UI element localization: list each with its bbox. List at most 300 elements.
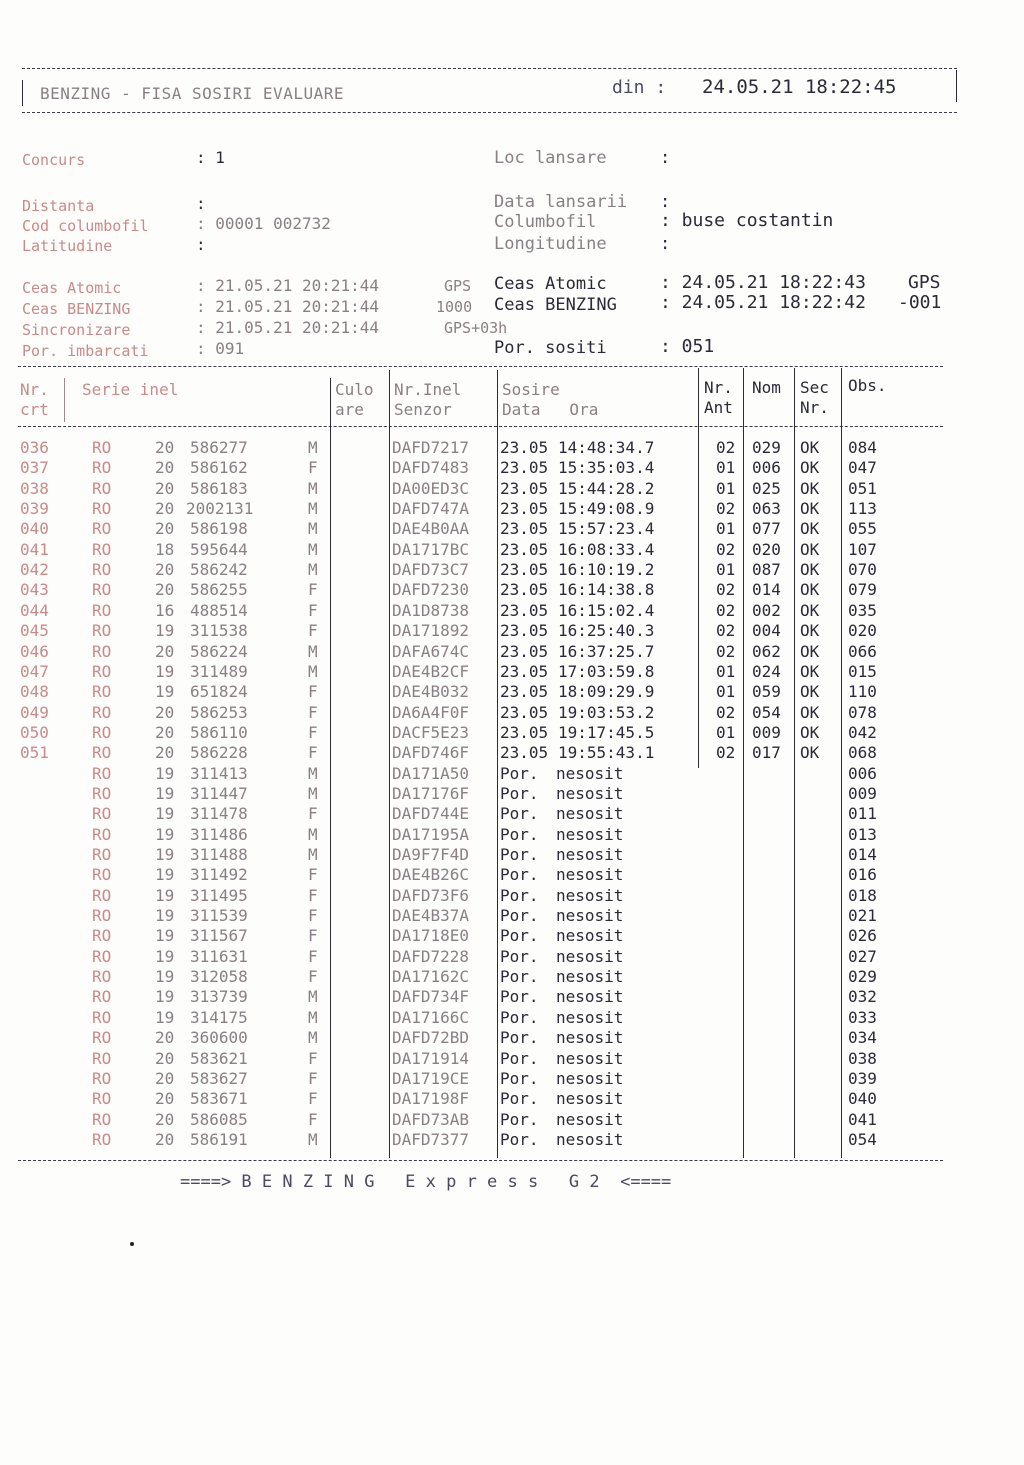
cell-nr: 311495	[190, 885, 248, 905]
cell-data: Por.	[500, 1048, 539, 1068]
cell-crt: 046	[20, 641, 49, 661]
cell-nr: 586228	[190, 743, 248, 763]
cell-obs: 110	[848, 682, 877, 702]
cell-senzor: DAFD7483	[392, 458, 470, 478]
cell-tara: RO	[92, 906, 112, 926]
cell-data: Por.	[500, 1028, 539, 1048]
cell-tara: RO	[92, 987, 112, 1007]
cell-ora: 14:48:34.7	[558, 438, 655, 457]
cell-an: 20	[155, 1109, 175, 1129]
cell-an: 20	[155, 580, 175, 600]
cell-senzor: DA17195A	[392, 824, 470, 844]
longitudine-value: :	[660, 234, 671, 254]
cell-obs: 078	[848, 702, 877, 722]
cell-ora: nesosit	[556, 1068, 624, 1088]
cell-crt: 040	[20, 519, 49, 539]
cell-crt: 048	[20, 682, 49, 702]
cell-an: 20	[155, 438, 175, 457]
cell-an: 19	[155, 763, 175, 783]
cell-ora: nesosit	[556, 1028, 624, 1048]
cell-sec: OK	[800, 682, 820, 702]
concurs-label: Concurs	[22, 151, 86, 169]
cell-data: 23.05	[500, 499, 549, 519]
ceas-atomic-value: : 21.05.21 20:21:44	[196, 276, 380, 295]
cell-nom: 020	[752, 539, 781, 559]
cell-ora: 16:10:19.2	[558, 560, 655, 580]
cell-an: 20	[155, 641, 175, 661]
cell-senzor: DA6A4F0F	[392, 702, 470, 722]
cell-nr: 360600	[190, 1028, 248, 1048]
latitudine-label: Latitudine	[22, 237, 113, 255]
cell-crt: 049	[20, 702, 49, 722]
cell-senzor: DAFD73F6	[392, 885, 470, 905]
cell-data: Por.	[500, 1109, 539, 1129]
cell-ora: 16:37:25.7	[558, 641, 655, 661]
cell-nr: 586255	[190, 580, 248, 600]
cell-senzor: DAFD7217	[392, 438, 470, 457]
cell-an: 20	[155, 1129, 175, 1149]
gps-03h: GPS+03h	[444, 319, 508, 337]
cell-ora: 16:25:40.3	[558, 621, 655, 641]
code-1000: 1000	[436, 298, 473, 316]
cell-an: 19	[155, 987, 175, 1007]
cell-senzor: DA00ED3C	[392, 478, 470, 498]
cell-sex: F	[308, 885, 318, 905]
cell-senzor: DAFD72BD	[392, 1028, 470, 1048]
cell-sex: F	[308, 804, 318, 824]
cell-obs: 107	[848, 539, 877, 559]
cell-ora: 19:03:53.2	[558, 702, 655, 722]
columbofil-value: : buse costantin	[660, 210, 834, 231]
cell-data: Por.	[500, 783, 539, 803]
ceas-atomic2-value: : 24.05.21 18:22:43	[660, 272, 866, 293]
cell-obs: 029	[848, 967, 877, 987]
table-row	[0, 906, 1024, 926]
cell-an: 19	[155, 865, 175, 885]
cell-nom: 077	[752, 519, 781, 539]
table-row	[0, 825, 1024, 845]
table-row	[0, 987, 1024, 1007]
cell-obs: 039	[848, 1068, 877, 1088]
cell-sex: F	[308, 1089, 318, 1109]
cell-obs: 051	[848, 478, 877, 498]
cell-obs: 079	[848, 580, 877, 600]
cell-nr: 586085	[190, 1109, 248, 1129]
cell-sec: OK	[800, 661, 820, 681]
cell-ora: 16:15:02.4	[558, 600, 655, 620]
cell-crt: 041	[20, 539, 49, 559]
ceas-benzing2-label: Ceas BENZING	[494, 295, 617, 315]
table-row	[0, 1008, 1024, 1028]
cell-crt: 039	[20, 499, 49, 519]
cell-sec: OK	[800, 600, 820, 620]
cell-ora: nesosit	[556, 967, 624, 987]
loc-lansare-value: :	[660, 148, 671, 168]
cell-crt: 050	[20, 722, 49, 742]
cell-an: 20	[155, 1048, 175, 1068]
cell-ant: 01	[716, 560, 736, 580]
cell-crt: 043	[20, 580, 49, 600]
cell-sec: OK	[800, 560, 820, 580]
cell-an: 19	[155, 946, 175, 966]
cell-data: 23.05	[500, 458, 549, 478]
cell-obs: 026	[848, 926, 877, 946]
cell-ant: 01	[716, 682, 736, 702]
cell-sec: OK	[800, 519, 820, 539]
report-datetime: 24.05.21 18:22:45	[702, 76, 897, 98]
cell-ant: 02	[716, 641, 736, 661]
cell-ora: nesosit	[556, 1048, 624, 1068]
cell-data: 23.05	[500, 682, 549, 702]
cell-nom: 024	[752, 661, 781, 681]
hdr-sec-nr-1: Sec	[800, 378, 829, 397]
cell-nr: 311478	[190, 804, 248, 824]
cell-nr: 586191	[190, 1129, 248, 1149]
cell-sec: OK	[800, 621, 820, 641]
cell-sec: OK	[800, 458, 820, 478]
columbofil-label: Columbofil	[494, 212, 597, 232]
cell-tara: RO	[92, 946, 112, 966]
cell-tara: RO	[92, 845, 112, 864]
cell-data: Por.	[500, 865, 539, 885]
cell-tara: RO	[92, 743, 112, 763]
cell-an: 19	[155, 804, 175, 824]
title-right-border	[956, 70, 957, 102]
cell-sex: F	[308, 743, 318, 763]
cell-data: 23.05	[500, 560, 549, 580]
cell-sex: M	[308, 824, 318, 844]
cell-nr: 586110	[190, 722, 248, 742]
cell-senzor: DA1719CE	[392, 1068, 470, 1088]
cell-sex: M	[308, 478, 318, 498]
cell-data: Por.	[500, 824, 539, 844]
cell-obs: 068	[848, 743, 877, 763]
cell-data: Por.	[500, 967, 539, 987]
cell-ant: 01	[716, 478, 736, 498]
cell-nr: 311447	[190, 783, 248, 803]
cell-nom: 017	[752, 743, 781, 763]
cell-nom: 087	[752, 560, 781, 580]
cell-sec: OK	[800, 499, 820, 519]
cell-data: 23.05	[500, 702, 549, 722]
hdr-nr-crt-1: Nr.	[20, 380, 49, 399]
cell-obs: 027	[848, 946, 877, 966]
cell-sec: OK	[800, 743, 820, 763]
cell-ant: 02	[716, 580, 736, 600]
table-row	[0, 703, 1024, 723]
data-lansarii-value: :	[660, 192, 671, 212]
stray-dot	[130, 1242, 134, 1246]
cell-nr: 583671	[190, 1089, 248, 1109]
cell-data: Por.	[500, 804, 539, 824]
cell-ora: nesosit	[556, 865, 624, 885]
cell-nr: 595644	[190, 539, 248, 559]
cell-senzor: DAFD73C7	[392, 560, 470, 580]
cod-columbofil-value: : 00001 002732	[196, 214, 331, 233]
cell-obs: 066	[848, 641, 877, 661]
cell-tara: RO	[92, 1007, 112, 1027]
cell-tara: RO	[92, 438, 112, 457]
cell-nr: 311567	[190, 926, 248, 946]
cell-sex: M	[308, 1129, 318, 1149]
cell-nr: 586183	[190, 478, 248, 498]
cell-ora: nesosit	[556, 824, 624, 844]
cell-obs: 013	[848, 824, 877, 844]
cell-nr: 586198	[190, 519, 248, 539]
cell-tara: RO	[92, 1068, 112, 1088]
cell-ora: nesosit	[556, 1109, 624, 1129]
cell-tara: RO	[92, 926, 112, 946]
cell-sex: M	[308, 1007, 318, 1027]
cell-crt: 051	[20, 743, 49, 763]
cell-nom: 009	[752, 722, 781, 742]
cell-obs: 035	[848, 600, 877, 620]
table-row	[0, 621, 1024, 641]
cell-tara: RO	[92, 661, 112, 681]
table-row	[0, 438, 1024, 458]
cell-an: 20	[155, 1028, 175, 1048]
cell-sex: M	[308, 499, 318, 519]
hdr-obs: Obs.	[848, 376, 887, 395]
cell-sex: M	[308, 845, 318, 864]
table-row	[0, 1028, 1024, 1048]
cell-data: 23.05	[500, 539, 549, 559]
cell-tara: RO	[92, 804, 112, 824]
table-row	[0, 1089, 1024, 1109]
cell-data: Por.	[500, 763, 539, 783]
cell-an: 20	[155, 702, 175, 722]
cell-ant: 02	[716, 621, 736, 641]
sincronizare-value: : 21.05.21 20:21:44	[196, 318, 380, 337]
cell-sex: M	[308, 783, 318, 803]
cell-obs: 006	[848, 763, 877, 783]
cell-ora: 15:49:08.9	[558, 499, 655, 519]
cell-nom: 002	[752, 600, 781, 620]
gps-tag: GPS	[908, 272, 941, 293]
cell-an: 20	[155, 1089, 175, 1109]
cell-sec: OK	[800, 702, 820, 722]
cell-sex: M	[308, 560, 318, 580]
cell-data: Por.	[500, 1068, 539, 1088]
cell-obs: 070	[848, 560, 877, 580]
cell-senzor: DA171A50	[392, 763, 470, 783]
cell-nr: 586277	[190, 438, 248, 457]
cell-data: 23.05	[500, 580, 549, 600]
cell-senzor: DACF5E23	[392, 722, 470, 742]
cell-obs: 084	[848, 438, 877, 457]
cell-obs: 011	[848, 804, 877, 824]
title-left-border	[22, 80, 23, 106]
cell-senzor: DAFD7230	[392, 580, 470, 600]
cell-sex: F	[308, 926, 318, 946]
cell-data: 23.05	[500, 722, 549, 742]
table-row	[0, 865, 1024, 885]
cell-sex: F	[308, 682, 318, 702]
cell-tara: RO	[92, 1028, 112, 1048]
cell-sec: OK	[800, 641, 820, 661]
cell-sex: M	[308, 641, 318, 661]
cell-sex: F	[308, 906, 318, 926]
cell-ant: 01	[716, 722, 736, 742]
cell-sec: OK	[800, 438, 820, 457]
cell-tara: RO	[92, 560, 112, 580]
cell-ora: 15:44:28.2	[558, 478, 655, 498]
table-row	[0, 947, 1024, 967]
por-sositi-value: : 051	[660, 336, 715, 357]
cell-tara: RO	[92, 539, 112, 559]
cell-ora: nesosit	[556, 1129, 624, 1149]
table-row	[0, 1049, 1024, 1069]
cell-ant: 02	[716, 702, 736, 722]
cell-sex: F	[308, 1048, 318, 1068]
cell-obs: 009	[848, 783, 877, 803]
table-row	[0, 601, 1024, 621]
longitudine-label: Longitudine	[494, 234, 607, 254]
table-row	[0, 499, 1024, 519]
cell-senzor: DA171892	[392, 621, 470, 641]
cell-nr: 311538	[190, 621, 248, 641]
cell-tara: RO	[92, 458, 112, 478]
cell-ora: nesosit	[556, 987, 624, 1007]
report-title: BENZING - FISA SOSIRI EVALUARE	[40, 84, 344, 103]
table-row	[0, 662, 1024, 682]
cell-an: 20	[155, 722, 175, 742]
cell-ora: 16:08:33.4	[558, 539, 655, 559]
cell-tara: RO	[92, 763, 112, 783]
cell-senzor: DAFD7377	[392, 1129, 470, 1149]
table-row	[0, 784, 1024, 804]
cell-senzor: DAE4B37A	[392, 906, 470, 926]
hdr-sosire-2: Data Ora	[502, 400, 599, 419]
cell-ora: nesosit	[556, 926, 624, 946]
cell-ora: nesosit	[556, 946, 624, 966]
ceas-benzing2-value: : 24.05.21 18:22:42	[660, 292, 866, 313]
table-row	[0, 580, 1024, 600]
cell-data: Por.	[500, 926, 539, 946]
cell-obs: 021	[848, 906, 877, 926]
cell-sex: F	[308, 967, 318, 987]
cell-crt: 037	[20, 458, 49, 478]
cell-ora: 18:09:29.9	[558, 682, 655, 702]
cell-ora: nesosit	[556, 804, 624, 824]
cell-sex: F	[308, 580, 318, 600]
cell-sec: OK	[800, 478, 820, 498]
cell-sex: F	[308, 621, 318, 641]
cell-ora: 16:14:38.8	[558, 580, 655, 600]
cell-crt: 045	[20, 621, 49, 641]
cell-nom: 006	[752, 458, 781, 478]
cell-tara: RO	[92, 641, 112, 661]
cell-obs: 015	[848, 661, 877, 681]
title-bottom-rule	[22, 112, 957, 113]
cell-nr: 311539	[190, 906, 248, 926]
cell-nr: 314175	[190, 1007, 248, 1027]
table-row	[0, 1130, 1024, 1150]
cell-senzor: DA17162C	[392, 967, 470, 987]
cell-ant: 02	[716, 539, 736, 559]
cell-data: 23.05	[500, 438, 549, 457]
cell-an: 19	[155, 661, 175, 681]
cell-ora: nesosit	[556, 1089, 624, 1109]
ceas-benzing-label: Ceas BENZING	[22, 300, 131, 318]
cell-senzor: DAFD73AB	[392, 1109, 470, 1129]
cell-nr: 488514	[190, 600, 248, 620]
cell-obs: 018	[848, 885, 877, 905]
cell-nr: 311486	[190, 824, 248, 844]
cell-sex: M	[308, 661, 318, 681]
hdr-nr-crt-2: crt	[20, 400, 49, 419]
cell-senzor: DAFD7228	[392, 946, 470, 966]
cell-tara: RO	[92, 702, 112, 722]
table-row	[0, 642, 1024, 662]
cell-ant: 01	[716, 661, 736, 681]
cell-sex: F	[308, 722, 318, 742]
ceas-atomic-label: Ceas Atomic	[22, 279, 122, 297]
table-row	[0, 743, 1024, 763]
hdr-culoare-1: Culo	[335, 380, 374, 399]
cell-nr: 583621	[190, 1048, 248, 1068]
cell-tara: RO	[92, 682, 112, 702]
table-bottom-rule	[18, 1160, 943, 1161]
distanta-label: Distanta	[22, 197, 95, 215]
cell-sex: M	[308, 438, 318, 457]
hdr-nr-ant-1: Nr.	[704, 378, 733, 397]
data-lansarii-label: Data lansarii	[494, 192, 628, 212]
table-row	[0, 723, 1024, 743]
cell-data: Por.	[500, 946, 539, 966]
cell-senzor: DAFD746F	[392, 743, 470, 763]
table-row	[0, 926, 1024, 946]
cell-data: 23.05	[500, 519, 549, 539]
table-top-rule	[18, 366, 943, 367]
cell-crt: 038	[20, 478, 49, 498]
cell-data: 23.05	[500, 621, 549, 641]
table-row	[0, 540, 1024, 560]
cell-ora: 15:35:03.4	[558, 458, 655, 478]
cell-nr: 312058	[190, 967, 248, 987]
cell-tara: RO	[92, 783, 112, 803]
cell-an: 20	[155, 519, 175, 539]
cell-sex: F	[308, 600, 318, 620]
hdr-serie-inel: Serie inel	[82, 380, 179, 399]
por-imbarcati-value: : 091	[196, 339, 245, 358]
cell-sex: F	[308, 865, 318, 885]
cell-sex: M	[308, 519, 318, 539]
cell-sex: M	[308, 987, 318, 1007]
cell-ant: 01	[716, 519, 736, 539]
cell-data: Por.	[500, 845, 539, 864]
cell-ora: 19:17:45.5	[558, 722, 655, 742]
loc-lansare-label: Loc lansare	[494, 148, 607, 168]
cell-an: 19	[155, 906, 175, 926]
cell-an: 19	[155, 621, 175, 641]
din-label: din :	[612, 77, 667, 98]
cell-ant: 02	[716, 600, 736, 620]
hdr-nr-inel-1: Nr.Inel	[394, 380, 462, 399]
ceas-atomic2-label: Ceas Atomic	[494, 274, 607, 294]
cell-ora: 19:55:43.1	[558, 743, 655, 763]
cell-obs: 020	[848, 621, 877, 641]
hdr-sosire-1: Sosire	[502, 380, 560, 399]
cell-nr: 586253	[190, 702, 248, 722]
cell-sex: M	[308, 539, 318, 559]
cell-nr: 311488	[190, 845, 248, 864]
cell-tara: RO	[92, 1048, 112, 1068]
cell-an: 19	[155, 824, 175, 844]
cell-nr: 583627	[190, 1068, 248, 1088]
cell-nr: 311413	[190, 763, 248, 783]
cell-tara: RO	[92, 499, 112, 519]
